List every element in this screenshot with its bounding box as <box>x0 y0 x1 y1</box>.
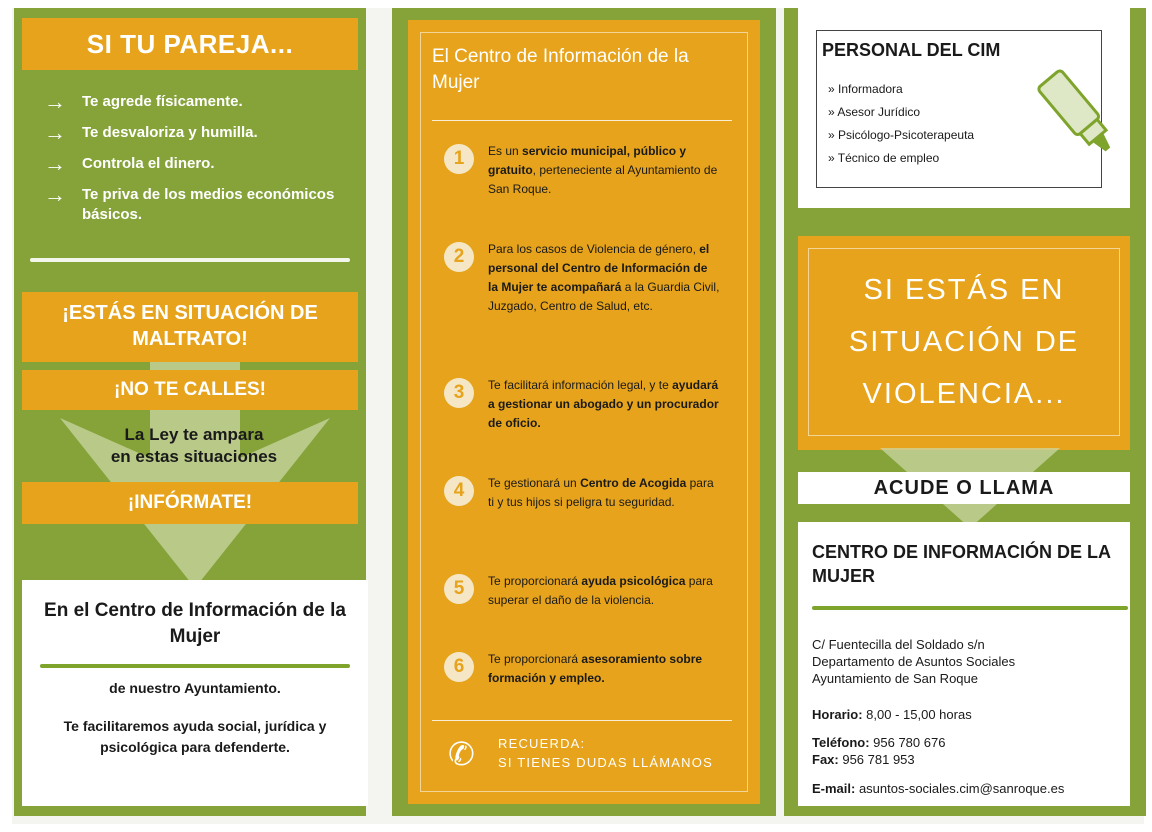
list-item: → Te priva de los medios económicos básicos. <box>44 182 335 223</box>
service-text: Es un servicio municipal, público y gratuito, perteneciente al Ayuntamiento de San Roque. <box>488 144 718 196</box>
service-text: Te proporcionará asesoramiento sobre formación y empleo. <box>488 652 703 685</box>
highlighter-marker-icon <box>1024 60 1134 170</box>
panel-middle-title: El Centro de Información de la Mujer <box>432 46 689 93</box>
list-item: » Asesor Jurídico <box>828 105 921 119</box>
violencia-block <box>798 236 1130 450</box>
recuerda-text: RECUERDA: SI TIENES DUDAS LLÁMANOS <box>498 736 713 770</box>
cim-card <box>22 580 368 806</box>
law-text: La Ley te ampara en estas situaciones <box>110 425 278 466</box>
cim-card-text: Te facilitaremos ayuda social, jurídica y psicológica para defenderte. <box>63 718 327 755</box>
divider <box>30 258 350 262</box>
green-divider <box>812 606 1128 610</box>
arrow-right-icon: → <box>44 89 66 114</box>
divider <box>432 120 732 121</box>
cim-card-title: En el Centro de Información de la Mujer <box>44 600 346 647</box>
arrow-right-icon: → <box>44 151 66 176</box>
telefono[interactable]: Teléfono: 956 780 676 <box>812 735 946 750</box>
panel-left-title: SI TU PAREJA... <box>86 29 294 59</box>
divider <box>432 720 732 721</box>
band-situacion-maltrato: ¡ESTÁS EN SITUACIÓN DE MALTRATO! <box>22 292 358 362</box>
band-informate: ¡INFÓRMATE! <box>22 482 358 524</box>
service-text: Te gestionará un Centro de Acogida para ti y tus hijos si peligra tu seguridad. <box>488 476 714 509</box>
service-text: Te facilitará información legal, y te ayudará a gestionar un abogado y un procurador de oficio. <box>488 378 719 430</box>
warning-list <box>44 89 354 236</box>
green-divider <box>40 664 350 668</box>
acude-o-llama-banner: ACUDE O LLAMA <box>798 472 1130 504</box>
number-badge: 4 <box>444 476 474 506</box>
list-item: → Te agrede físicamente. <box>44 89 243 114</box>
contact-title: CENTRO DE INFORMACIÓN DE LA MUJER <box>812 542 1111 586</box>
personal-title: PERSONAL DEL CIM <box>822 40 1001 60</box>
list-item: » Técnico de empleo <box>828 151 940 165</box>
band-no-te-calles: ¡NO TE CALLES! <box>22 370 358 410</box>
panel-left <box>14 8 366 816</box>
number-badge: 2 <box>444 242 474 272</box>
panel-middle <box>392 8 776 816</box>
number-badge: 6 <box>444 652 474 682</box>
cim-card-subtitle: de nuestro Ayuntamiento. <box>109 680 281 696</box>
email[interactable]: E-mail: asuntos-sociales.cim@sanroque.es <box>812 781 1065 796</box>
panel-right <box>784 8 1146 816</box>
number-badge: 5 <box>444 574 474 604</box>
personal-card <box>798 8 1130 208</box>
list-item: » Informadora <box>828 82 903 96</box>
arrow-right-icon: → <box>44 182 66 207</box>
contact-card <box>798 522 1130 806</box>
fax: Fax: 956 781 953 <box>812 752 915 767</box>
phone-icon: ✆ <box>448 736 475 772</box>
violencia-text: SI ESTÁS EN SITUACIÓN DE VIOLENCIA... <box>848 274 1080 410</box>
arrow-right-icon: → <box>44 120 66 145</box>
address: C/ Fuentecilla del Soldado s/n Departamento de Asuntos Sociales Ayuntamiento de San Roque <box>812 637 1016 686</box>
list-item: → Te desvaloriza y humilla. <box>44 120 258 145</box>
number-badge: 1 <box>444 144 474 174</box>
list-item: → Controla el dinero. <box>44 151 215 176</box>
horario: Horario: 8,00 - 15,00 horas <box>812 707 972 722</box>
panel-left-title-block <box>14 18 366 70</box>
personal-list <box>828 78 974 170</box>
list-item: » Psicólogo-Psicoterapeuta <box>828 128 975 142</box>
number-badge: 3 <box>444 378 474 408</box>
service-text: Para los casos de Violencia de género, el personal del Centro de Información de la Mujer te acompañará a la Guardia Civil, Juzgado, Centro de Salud, etc. <box>488 242 720 313</box>
service-text: Te proporcionará ayuda psicológica para superar el daño de la violencia. <box>488 574 713 607</box>
